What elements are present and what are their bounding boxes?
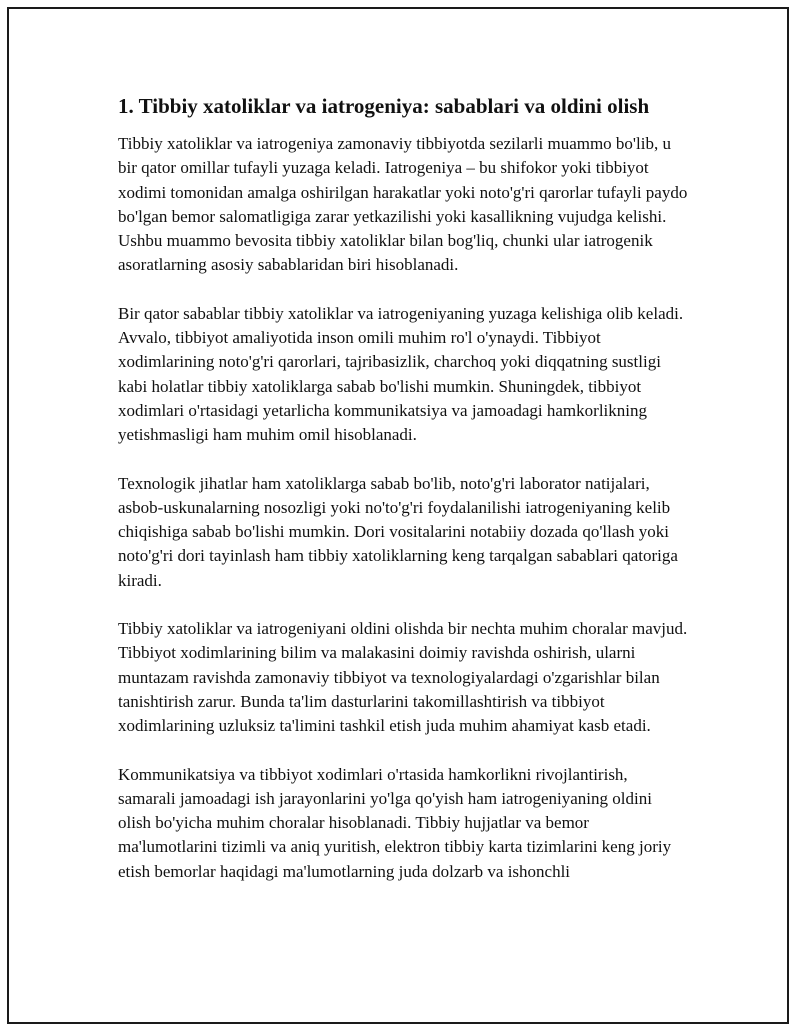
paragraph-4: Tibbiy xatoliklar va iatrogeniyani oldini olishda bir nechta muhim choralar mavjud. Tibbiyot xodimlarining bilim va malakasini doimiy ravishda oshirish, ularni muntazam ravishda zamonaviy tibbiyot va texnologiyalardagi o'zgarishlar bilan tanishtirish zarur. Bunda ta'lim dasturlarini takomillashtirish va tibbiyot xodimlarining uzluksiz ta'limini tashkil etish juda muhim ahamiyat kasb etadi.	[118, 619, 688, 736]
section-heading: 1. Tibbiy xatoliklar va iatrogeniya: sabablari va oldini olish	[118, 94, 650, 118]
paragraph-1: Tibbiy xatoliklar va iatrogeniya zamonaviy tibbiyotda sezilarli muammo bo'lib, u bir qator omillar tufayli yuzaga keladi. Iatrogeniya – bu shifokor yoki tibbiyot xodimi tomonidan amalga oshirilgan harakatlar yoki noto'g'ri qarorlar tufayli paydo bo'lgan bemor salomatligiga zarar yetkazilishi yoki kasallikning vujudga kelishi. Ushbu muammo bevosita tibbiy xatoliklar bilan bog'liq, chunki ular iatrogenik asoratlarning asosiy sabablaridan biri hisoblanadi.	[118, 134, 688, 275]
paragraph-5: Kommunikatsiya va tibbiyot xodimlari o'rtasida hamkorlikni rivojlantirish, samarali jamoadagi ish jarayonlarini yo'lga qo'yish ham iatrogeniyaning oldini olish bo'yicha muhim choralar hisoblanadi. Tibbiy hujjatlar va bemor ma'lumotlarini tizimli va aniq yuritish, elektron tibbiy karta tizimlarini keng joriy etish bemorlar haqidagi ma'lumotlarning juda dolzarb va ishonchli	[118, 764, 672, 881]
paragraph-3: Texnologik jihatlar ham xatoliklarga sabab bo'lib, noto'g'ri laborator natijalari, asbob-uskunalarning nosozligi yoki no'to'g'ri foydalanilishi iatrogeniyaning kelib chiqishiga sabab bo'lishi mumkin. Dori vositalarini notabiiy dozada qo'llash yoki noto'g'ri dori tayinlash ham tibbiy xatoliklarning keng tarqalgan sabablari qatoriga kiradi.	[118, 473, 678, 590]
document-body	[118, 92, 688, 908]
paragraph-2: Bir qator sabablar tibbiy xatoliklar va iatrogeniyaning yuzaga kelishiga olib keladi. Avvalo, tibbiyot amaliyotida inson omili muhim ro'l o'ynaydi. Tibbiyot xodimlarining noto'g'ri qarorlari, tajribasizlik, charchoq yoki diqqatning sustligi kabi holatlar tibbiy xatoliklarga sabab bo'lishi mumkin. Shuningdek, tibbiyot xodimlari o'rtasidagi yetarlicha kommunikatsiya va jamoadagi hamkorlikning yetishmasligi ham muhim omil hisoblanadi.	[118, 303, 684, 445]
